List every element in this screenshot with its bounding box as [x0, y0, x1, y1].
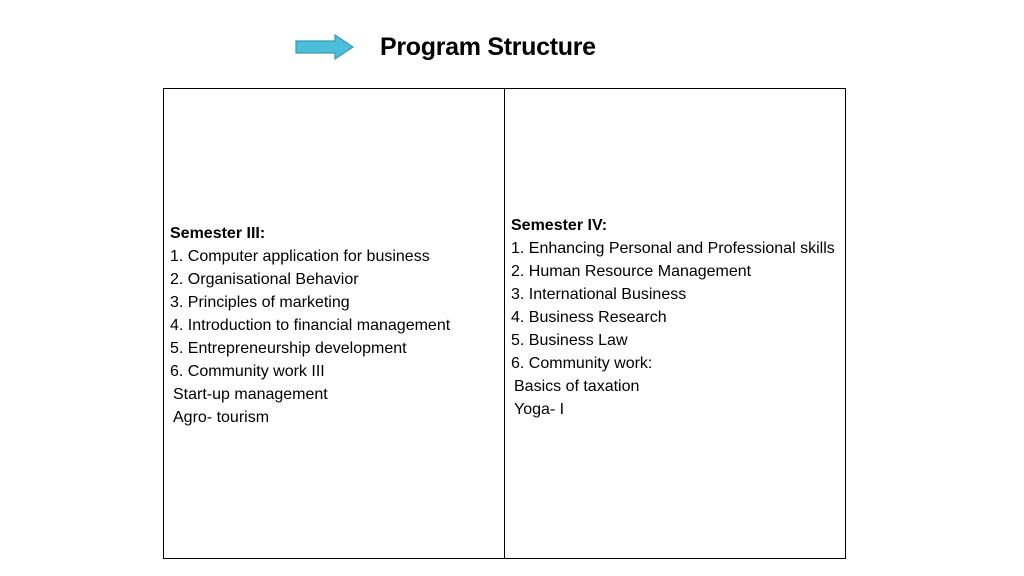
semester-3-content — [170, 222, 450, 429]
semester-4-heading: Semester IV: — [511, 216, 608, 234]
course-item: 5. Business Law — [511, 331, 628, 349]
semester-4-content — [511, 214, 835, 421]
course-item: 5. Entrepreneurship development — [170, 339, 407, 357]
semester-3-heading: Semester III: — [170, 224, 266, 242]
course-subitem: Yoga- I — [514, 400, 565, 418]
course-item: 1. Enhancing Personal and Professional skills — [511, 239, 835, 257]
course-item: 1. Computer application for business — [170, 247, 430, 265]
course-item: 3. International Business — [511, 285, 687, 303]
course-item: 2. Human Resource Management — [511, 262, 752, 280]
course-item: 3. Principles of marketing — [170, 293, 350, 311]
course-item: 6. Community work III — [170, 362, 325, 380]
semester-3-cell — [164, 89, 505, 558]
course-subitem: Agro- tourism — [173, 408, 270, 426]
course-subitem: Start-up management — [173, 385, 328, 403]
course-item: 4. Business Research — [511, 308, 667, 326]
right-arrow-icon — [295, 34, 355, 60]
course-subitem: Basics of taxation — [514, 377, 640, 395]
course-item: 6. Community work: — [511, 354, 653, 372]
course-item: 4. Introduction to financial management — [170, 316, 451, 334]
program-structure-table — [163, 88, 846, 559]
course-item: 2. Organisational Behavior — [170, 270, 359, 288]
semester-4-cell — [505, 89, 845, 558]
page-title: Program Structure — [380, 33, 596, 61]
